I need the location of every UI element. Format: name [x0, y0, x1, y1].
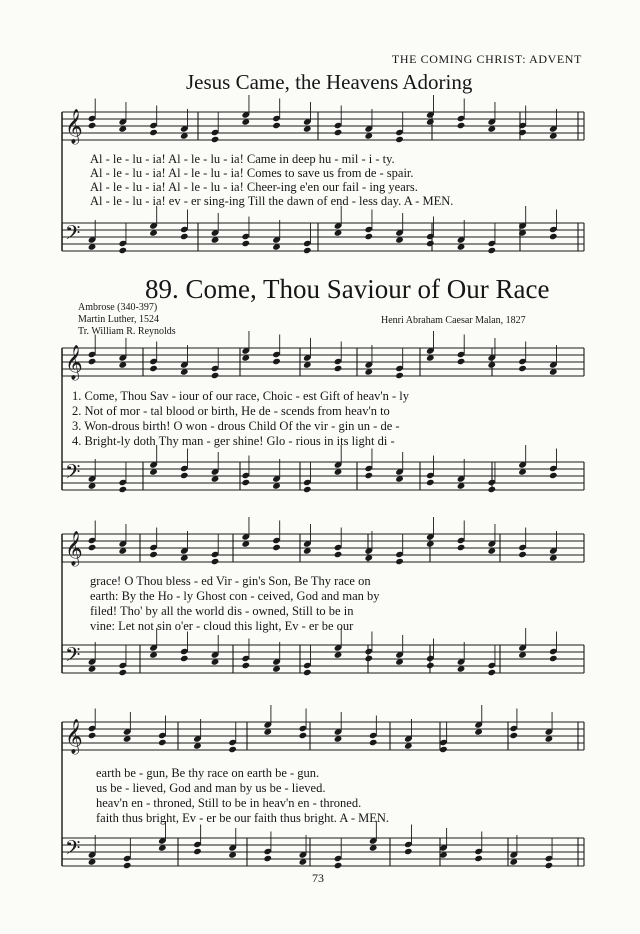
- hymn-b-s1-treble-notehead: [518, 365, 527, 372]
- hymn-a-treble-notehead: [395, 136, 404, 143]
- hymn-b-s1-treble-clef: 𝄞: [65, 345, 83, 380]
- hymn-b-s2-verse-2: earth: By the Ho - ly Ghost con - ceived, God and man by: [90, 589, 380, 603]
- hymn-b-s1-treble-notehead: [211, 372, 220, 379]
- hymn-b-s2-bass-notehead: [487, 669, 496, 676]
- hymn-b-s3-bass-notehead: [334, 862, 343, 869]
- hymn-b-s1-bass-notehead: [549, 472, 558, 479]
- hymn-b-s1-verse-2: 2. Not of mor - tal blood or birth, He de - scends from heav'n to: [72, 404, 390, 418]
- hymn-a-verse-1: Al - le - lu - ia! Al - le - lu - ia! Came in deep hu - mil - i - ty.: [90, 152, 395, 166]
- hymn-b-s3-verse-2: us be - lieved, God and man by us be - lieved.: [96, 781, 326, 795]
- hymn-a-treble-notehead: [88, 122, 97, 129]
- hymn-b-s2-verse-1: grace! O Thou bless - ed Vir - gin's Son, Be Thy race on: [90, 574, 371, 588]
- hymn-b-s2-bass-notehead: [118, 669, 127, 676]
- hymn-b-s2-bass-notehead: [364, 655, 373, 662]
- hymn-b-s1-bass-notehead: [180, 472, 189, 479]
- hymn-b-s2-bass-notehead: [303, 669, 312, 676]
- hymn-b-s1-bass-notehead: [118, 486, 127, 493]
- hymn-b-s1-bass-notehead: [241, 479, 250, 486]
- hymn-a-verse-2: Al - le - lu - ia! Al - le - lu - ia! Comes to save us from de - spair.: [90, 166, 414, 180]
- hymn-title-jesus-came: Jesus Came, the Heavens Adoring: [186, 70, 473, 94]
- hymn-b-s3-verse-1: earth be - gun, Be thy race on earth be - gun.: [96, 766, 320, 780]
- hymn-a-treble-notehead: [457, 122, 466, 129]
- section-header: THE COMING CHRIST: ADVENT: [391, 52, 582, 66]
- hymn-b-s1-verse-1: 1. Come, Thou Sav - iour of our race, Choic - est Gift of heav'n - ly: [72, 389, 410, 403]
- hymn-b-s2-bass-notehead: [180, 655, 189, 662]
- hymn-b-s3-bass-notehead: [263, 855, 272, 862]
- hymn-a-bass-notehead: [303, 247, 312, 254]
- hymn-a-bass-notehead: [241, 240, 250, 247]
- hymn-a-treble-notehead: [211, 136, 220, 143]
- hymn-b-s1-bass-clef: 𝄢: [65, 460, 81, 488]
- hymn-b-s1-bass-notehead: [487, 486, 496, 493]
- hymn-a-treble-notehead: [272, 122, 281, 129]
- hymn-b-s2-verse-4: vine: Let not sin o'er - cloud this light, Ev - er be our: [90, 619, 354, 633]
- hymn-a-bass-notehead: [180, 233, 189, 240]
- hymn-a-treble-notehead: [149, 129, 158, 136]
- hymn-b-s2-treble-notehead: [518, 551, 527, 558]
- hymn-b-s3-bass-notehead: [123, 862, 132, 869]
- hymn-b-s3-treble-notehead: [509, 732, 518, 739]
- hymn-b-s3-verse-4: faith thus bright, Ev - er be our faith thus bright. A - MEN.: [96, 811, 390, 825]
- hymn-b-s2-treble-notehead: [457, 544, 466, 551]
- hymn-b-s1-treble-notehead: [457, 358, 466, 365]
- hymn-b-s1-treble-notehead: [272, 358, 281, 365]
- hymn-b-s1-treble-notehead: [88, 358, 97, 365]
- hymn-b-s3-treble-notehead: [228, 746, 237, 753]
- credit-translator: Tr. William R. Reynolds: [78, 326, 176, 337]
- hymn-a-verse-3: Al - le - lu - ia! Al - le - lu - ia! Cheer-ing e'en our fail - ing years.: [90, 180, 418, 194]
- hymn-b-s3-bass-notehead: [404, 848, 413, 855]
- hymn-b-s1-verse-4: 4. Bright-ly doth Thy man - ger shine! Glo - rious in its light di -: [72, 434, 395, 448]
- hymn-b-s2-bass-notehead: [426, 662, 435, 669]
- hymn-b-s2-bass-notehead: [549, 655, 558, 662]
- hymn-b-s2-verse-3: filed! Tho' by all the world dis - owned, Still to be in: [90, 604, 354, 618]
- hymn-b-s2-treble-notehead: [395, 558, 404, 565]
- hymn-b-s3-treble-notehead: [299, 732, 308, 739]
- hymn-a-treble-clef: 𝄞: [65, 109, 83, 144]
- hymn-b-s2-treble-notehead: [334, 551, 343, 558]
- hymn-b-s2-bass-clef: 𝄢: [65, 643, 81, 671]
- hymn-b-s3-treble-notehead: [88, 732, 97, 739]
- hymn-b-s1-verse-3: 3. Won-drous birth! O won - drous Child Of the vir - gin un - de -: [72, 419, 400, 433]
- hymn-b-s3-bass-notehead: [193, 848, 202, 855]
- hymn-b-s2-treble-notehead: [272, 544, 281, 551]
- hymn-a-bass-notehead: [426, 240, 435, 247]
- hymn-b-s1-bass-notehead: [303, 486, 312, 493]
- hymn-b-s2-treble-notehead: [211, 558, 220, 565]
- hymn-b-s1-treble-notehead: [334, 365, 343, 372]
- hymn-b-s1-treble-notehead: [149, 365, 158, 372]
- hymn-b-s2-bass-notehead: [241, 662, 250, 669]
- hymn-b-s3-bass-notehead: [545, 862, 554, 869]
- hymn-b-s2-treble-notehead: [149, 551, 158, 558]
- hymn-b-s2-treble-notehead: [88, 544, 97, 551]
- hymn-b-s3-treble-notehead: [158, 739, 167, 746]
- hymn-b-s3-bass-clef: 𝄢: [65, 836, 81, 864]
- hymn-b-s2-treble-clef: 𝄞: [65, 531, 83, 566]
- hymn-a-verse-4: Al - le - lu - ia! ev - er sing-ing Till the dawn of end - less day. A - MEN.: [90, 194, 454, 208]
- hymn-b-s3-bass-notehead: [474, 855, 483, 862]
- hymn-a-bass-notehead: [118, 247, 127, 254]
- music-credit: Henri Abraham Caesar Malan, 1827: [381, 315, 526, 326]
- page-number: 73: [312, 871, 324, 885]
- credit-adapter: Martin Luther, 1524: [78, 314, 159, 325]
- hymn-b-s1-bass-notehead: [426, 479, 435, 486]
- hymn-a-treble-notehead: [334, 129, 343, 136]
- hymn-a-bass-clef: 𝄢: [65, 221, 81, 249]
- hymn-b-s3-treble-clef: 𝄞: [65, 719, 83, 754]
- hymn-b-s3-treble-notehead: [369, 739, 378, 746]
- hymn-a-bass-notehead: [364, 233, 373, 240]
- hymn-b-s3-verse-3: heav'n en - throned, Still to be in heav'n en - throned.: [96, 796, 362, 810]
- hymn-title-come-thou-saviour: 89. Come, Thou Saviour of Our Race: [145, 274, 550, 304]
- hymn-a-bass-notehead: [549, 233, 558, 240]
- hymn-a-bass-notehead: [487, 247, 496, 254]
- hymn-b-s1-bass-notehead: [364, 472, 373, 479]
- hymn-b-s1-treble-notehead: [395, 372, 404, 379]
- credit-author: Ambrose (340-397): [78, 302, 158, 313]
